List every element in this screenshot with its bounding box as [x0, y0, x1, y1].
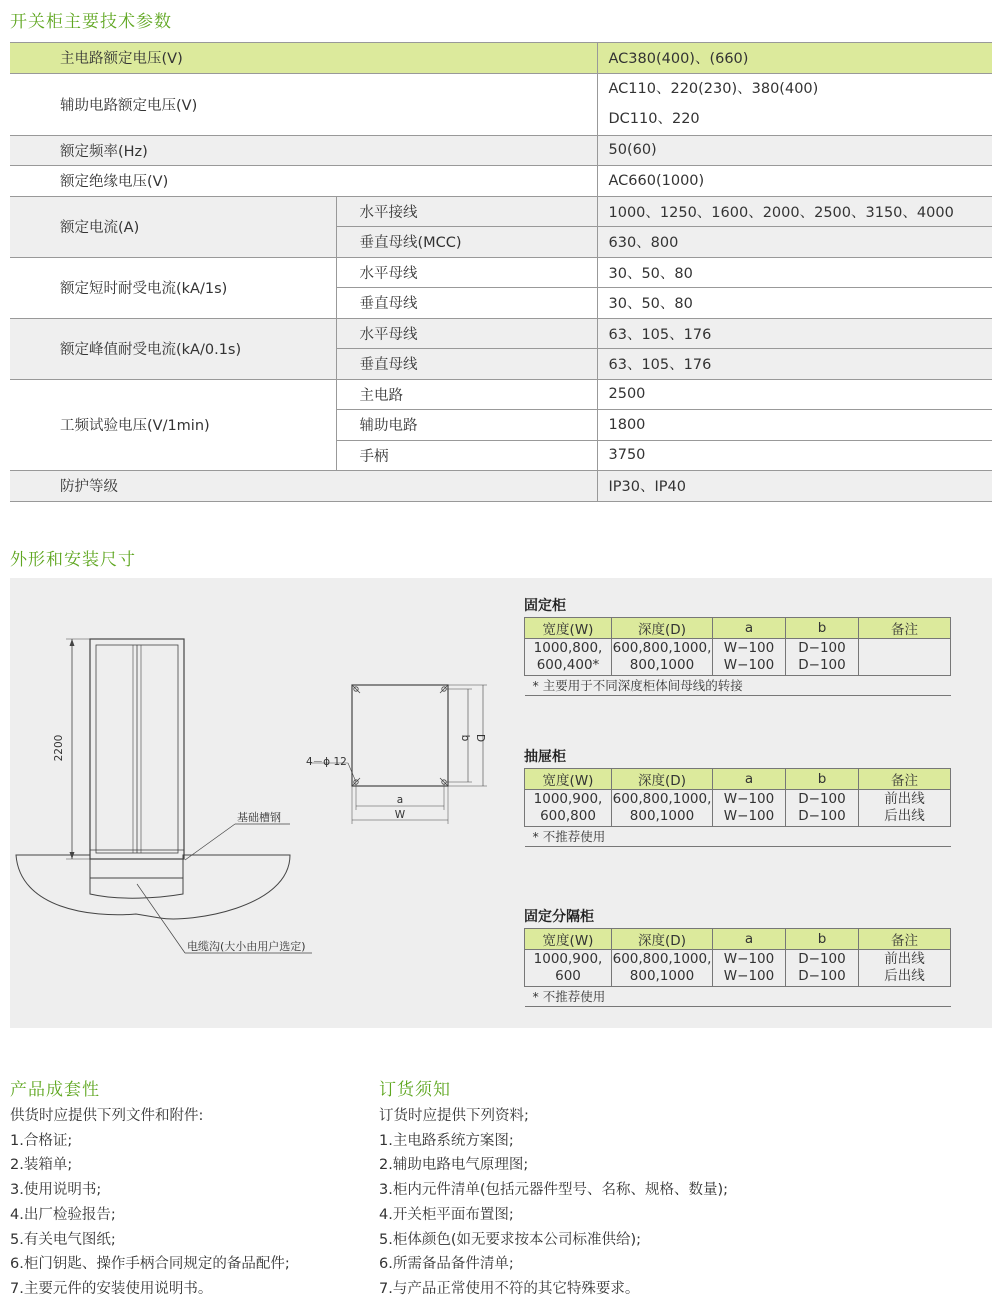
dimension-section-title: 外形和安装尺寸	[10, 550, 136, 570]
col-header: 备注	[859, 769, 951, 790]
list-item: 5.柜体颜色(如无要求按本公司标准供给);	[379, 1231, 642, 1248]
spec-label: 额定峰值耐受电流(kA/0.1s)	[10, 318, 336, 379]
col-header: b	[786, 929, 859, 950]
col-header: 深度(D)	[612, 929, 713, 950]
table-row	[10, 43, 992, 74]
table-row	[10, 196, 992, 227]
a-label: a	[396, 794, 404, 806]
cabinet-plan-view	[352, 685, 448, 786]
cell-b: D−100 D−100	[786, 639, 859, 676]
list-item: 7.主要元件的安装使用说明书。	[10, 1280, 213, 1297]
cell-depth: 600,800,1000, 800,1000	[612, 790, 713, 827]
list-item: 3.柜内元件清单(包括元器件型号、名称、规格、数量);	[379, 1182, 729, 1199]
spec-sublabel: 垂直母线	[336, 349, 597, 380]
col-header: 备注	[859, 929, 951, 950]
table-title-partitioned: 固定分隔柜	[524, 909, 594, 925]
spec-label: 防护等级	[10, 471, 597, 502]
height-label: 2200	[53, 734, 65, 762]
cell-a: W−100 W−100	[713, 790, 786, 827]
spec-value: AC110、220(230)、380(400)	[608, 80, 819, 97]
col-header: b	[786, 769, 859, 790]
cell-width: 1000,900, 600,800	[525, 790, 612, 827]
spec-table	[10, 42, 992, 502]
spec-sublabel: 水平母线	[336, 257, 597, 288]
spec-sublabel: 水平接线	[336, 196, 597, 227]
spec-label: 辅助电路额定电压(V)	[10, 73, 597, 135]
table-title-fixed: 固定柜	[524, 598, 566, 614]
completeness-list	[10, 1104, 290, 1302]
list-item: 6.所需备品备件清单;	[379, 1256, 514, 1273]
col-header: 宽度(W)	[525, 929, 612, 950]
list-item: 1.主电路系统方案图;	[379, 1132, 514, 1149]
spec-label: 工频试验电压(V/1min)	[10, 379, 336, 471]
cable-trench	[90, 855, 183, 898]
col-header: a	[713, 769, 786, 790]
table-row	[525, 950, 951, 987]
spec-value: 1000、1250、1600、2000、2500、3150、4000	[597, 196, 992, 227]
dimension-table-partitioned	[524, 928, 951, 1007]
list-item: 1.合格证;	[10, 1132, 73, 1149]
spec-sublabel: 手柄	[336, 440, 597, 471]
spec-value: 2500	[597, 379, 992, 410]
completeness-title: 产品成套性	[10, 1080, 100, 1100]
table-title-drawer: 抽屉柜	[524, 749, 566, 765]
table-row	[10, 73, 992, 135]
table-row	[10, 379, 992, 410]
col-header: a	[713, 618, 786, 639]
spec-label: 额定短时耐受电流(kA/1s)	[10, 257, 336, 318]
spec-value: 50(60)	[597, 135, 992, 166]
cell-remark: 前出线 后出线	[859, 950, 951, 987]
col-header: 宽度(W)	[525, 618, 612, 639]
spec-value: IP30、IP40	[597, 471, 992, 502]
cell-b: D−100 D−100	[786, 950, 859, 987]
col-header: a	[713, 929, 786, 950]
col-header: 备注	[859, 618, 951, 639]
spec-sublabel: 辅助电路	[336, 410, 597, 441]
table-note: * 主要用于不同深度柜体间母线的转接	[525, 676, 951, 696]
spec-value: 3750	[597, 440, 992, 471]
table-row	[10, 135, 992, 166]
col-header: 宽度(W)	[525, 769, 612, 790]
cabinet-drawing	[10, 578, 510, 1028]
col-header: 深度(D)	[612, 618, 713, 639]
spec-sublabel: 垂直母线(MCC)	[336, 227, 597, 258]
table-row	[525, 639, 951, 676]
w-label: W	[394, 809, 406, 821]
spec-value-group	[597, 73, 992, 135]
spec-label: 额定频率(Hz)	[10, 135, 597, 166]
spec-value: 30、50、80	[597, 257, 992, 288]
spec-sublabel: 垂直母线	[336, 288, 597, 319]
cell-depth: 600,800,1000, 800,1000	[612, 950, 713, 987]
list-item: 4.出厂检验报告;	[10, 1206, 116, 1223]
cable-trench-label: 电缆沟(大小由用户选定)	[187, 940, 306, 953]
table-row	[10, 471, 992, 502]
spec-value: 63、105、176	[597, 318, 992, 349]
spec-value: 1800	[597, 410, 992, 441]
table-note: * 不推荐使用	[525, 827, 951, 847]
ordering-list	[379, 1104, 728, 1302]
base-channel-label: 基础槽钢	[237, 811, 281, 824]
cell-remark	[859, 639, 951, 676]
spec-section-title: 开关柜主要技术参数	[10, 12, 172, 32]
spec-value: AC660(1000)	[597, 166, 992, 197]
dimension-table-drawer	[524, 768, 951, 847]
table-note: * 不推荐使用	[525, 987, 951, 1007]
list-item: 2.装箱单;	[10, 1157, 73, 1174]
table-row	[525, 790, 951, 827]
cell-remark: 前出线 后出线	[859, 790, 951, 827]
list-item: 2.辅助电路电气原理图;	[379, 1157, 529, 1174]
b-label: b	[459, 734, 471, 742]
ordering-title: 订货须知	[379, 1080, 451, 1100]
spec-label: 额定电流(A)	[10, 196, 336, 257]
list-item: 3.使用说明书;	[10, 1182, 102, 1199]
table-row	[10, 318, 992, 349]
spec-sublabel: 主电路	[336, 379, 597, 410]
cell-a: W−100 W−100	[713, 639, 786, 676]
table-row	[10, 166, 992, 197]
spec-value: 30、50、80	[597, 288, 992, 319]
table-row	[10, 257, 992, 288]
cell-width: 1000,900, 600	[525, 950, 612, 987]
col-header: 深度(D)	[612, 769, 713, 790]
spec-label: 额定绝缘电压(V)	[10, 166, 597, 197]
spec-value: 63、105、176	[597, 349, 992, 380]
spec-sublabel: 水平母线	[336, 318, 597, 349]
spec-value: DC110、220	[608, 111, 700, 127]
cell-depth: 600,800,1000, 800,1000	[612, 639, 713, 676]
cell-b: D−100 D−100	[786, 790, 859, 827]
spec-value: AC380(400)、(660)	[597, 43, 992, 74]
dimension-panel	[10, 578, 992, 1028]
list-intro: 订货时应提供下列资料;	[379, 1108, 529, 1124]
list-item: 4.开关柜平面布置图;	[379, 1206, 514, 1223]
col-header: b	[786, 618, 859, 639]
list-intro: 供货时应提供下列文件和附件:	[10, 1108, 204, 1124]
hole-label: 4－ϕ 12	[306, 756, 347, 768]
cell-a: W−100 W−100	[713, 950, 786, 987]
spec-label: 主电路额定电压(V)	[10, 43, 597, 74]
dimension-table-fixed	[524, 617, 951, 696]
list-item: 6.柜门钥匙、操作手柄合同规定的备品配件;	[10, 1256, 290, 1273]
cell-width: 1000,800, 600,400*	[525, 639, 612, 676]
list-item: 7.与产品正常使用不符的其它特殊要求。	[379, 1280, 640, 1297]
spec-value: 630、800	[597, 227, 992, 258]
d-label: D	[474, 733, 486, 743]
list-item: 5.有关电气图纸;	[10, 1231, 116, 1248]
